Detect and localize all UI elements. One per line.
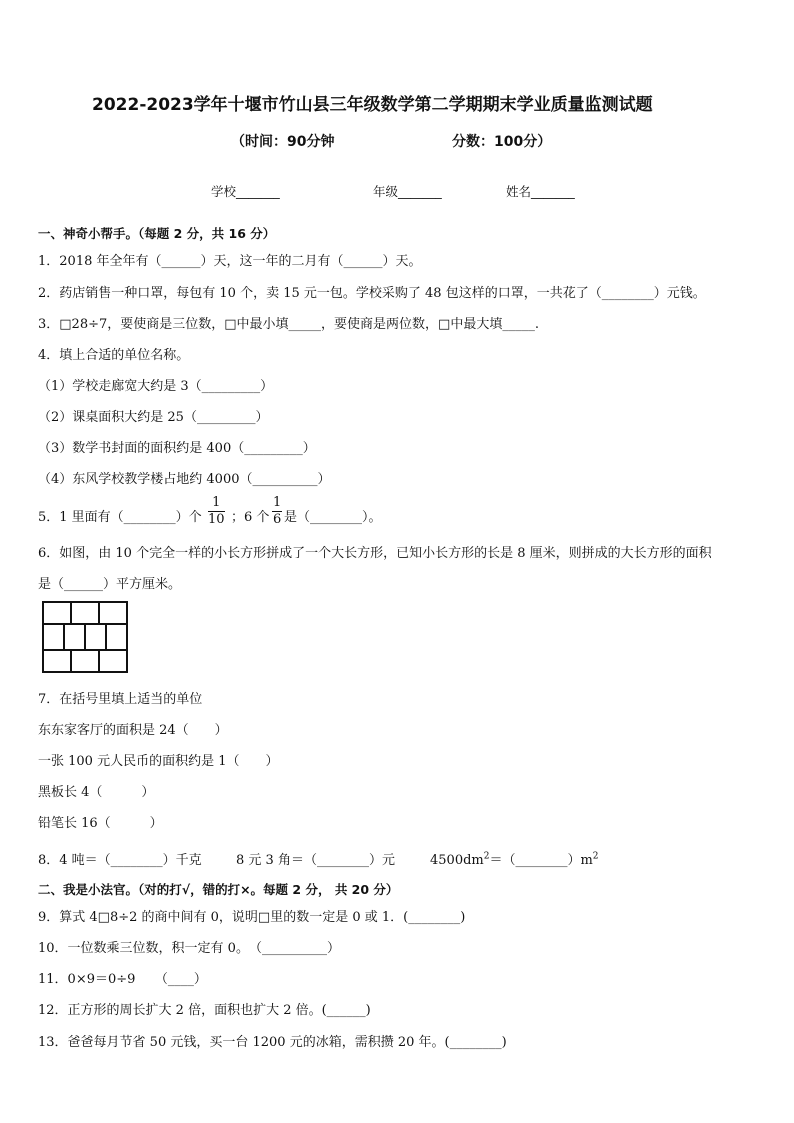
question-4-4: （4）东风学校教学楼占地约 4000（__________） — [38, 472, 331, 487]
question-12: 12．正方形的周长扩大 2 倍，面积也扩大 2 倍。(______) — [38, 1003, 371, 1018]
question-5-part1: 5．1 里面有（________）个 — [38, 510, 202, 525]
question-4-3: （3）数学书封面的面积约是 400（_________） — [38, 441, 316, 456]
question-4-2: （2）课桌面积大约是 25（_________） — [38, 410, 269, 425]
superscript: 2 — [592, 851, 599, 862]
question-7-1: 东东家客厅的面积是 24（ ） — [38, 723, 228, 738]
fraction-one-tenth — [208, 495, 225, 528]
question-6-line1: 6．如图，由 10 个完全一样的小长方形拼成了一个大长方形，已知小长方形的长是 8 厘米，则拼成的大长方形的面积 — [38, 546, 712, 561]
exam-time: （时间：90分钟 — [231, 134, 335, 150]
question-8-c-mid: ＝（________）m — [489, 853, 593, 868]
question-2: 2．药店销售一种口罩，每包有 10 个，卖 15 元一包。学校采购了 48 包这样的口罩，一共花了（________）元钱。 — [38, 286, 706, 301]
question-8-c — [430, 849, 599, 868]
question-13: 13．爸爸每月节省 50 元钱，买一台 1200 元的冰箱，需积攒 20 年。(________) — [38, 1035, 507, 1050]
section-1-heading: 一、神奇小帮手。（每题 2 分，共 16 分） — [38, 226, 276, 241]
fraction-denominator: 6 — [273, 512, 282, 527]
section-2-heading: 二、我是小法官。（对的打√，错的打×。每题 2 分， 共 20 分） — [38, 882, 399, 897]
fraction-denominator: 10 — [208, 512, 225, 527]
page-title: 2022-2023学年十堰市竹山县三年级数学第二学期期末学业质量监测试题 — [92, 95, 653, 115]
question-1: 1．2018 年全年有（______）天，这一年的二月有（______）天。 — [38, 254, 422, 269]
fraction-one-sixth — [272, 495, 282, 528]
question-9: 9．算式 4□8÷2 的商中间有 0，说明□里的数一定是 0 或 1．(________) — [38, 910, 466, 925]
question-8-c-pre: 4500dm — [430, 853, 484, 868]
question-7-3: 黑板长 4（ ） — [38, 785, 155, 800]
question-7-4: 铅笔长 16（ ） — [38, 816, 163, 831]
question-11: 11．0×9＝0÷9 （____） — [38, 972, 207, 987]
question-7-2: 一张 100 元人民币的面积约是 1（ ） — [38, 754, 279, 769]
fraction-numerator: 1 — [273, 495, 282, 510]
exam-score: 分数：100分） — [452, 134, 552, 150]
rectangle-figure — [40, 600, 130, 674]
question-3: 3．□28÷7，要使商是三位数，□中最小填_____，要使商是两位数，□中最大填_____. — [38, 317, 539, 332]
grade-field[interactable]: 年级_______ — [373, 184, 442, 199]
fraction-numerator: 1 — [208, 495, 225, 512]
question-4-1: （1）学校走廊宽大约是 3（_________） — [38, 379, 274, 394]
question-10: 10．一位数乘三位数，积一定有 0。 （__________） — [38, 941, 340, 956]
question-5-part3: 是（________）。 — [284, 510, 382, 525]
question-4: 4．填上合适的单位名称。 — [38, 348, 190, 363]
question-8-a: 8．4 吨＝（________）千克 — [38, 853, 202, 868]
question-8-b: 8 元 3 角＝（________）元 — [236, 853, 395, 868]
question-6-line2: 是（______）平方厘米。 — [38, 577, 182, 592]
name-field[interactable]: 姓名_______ — [506, 184, 575, 199]
school-field[interactable]: 学校_______ — [211, 184, 280, 199]
superscript: 2 — [483, 851, 490, 862]
question-7: 7．在括号里填上适当的单位 — [38, 692, 203, 707]
question-5-part2: ；6 个 — [231, 510, 270, 525]
